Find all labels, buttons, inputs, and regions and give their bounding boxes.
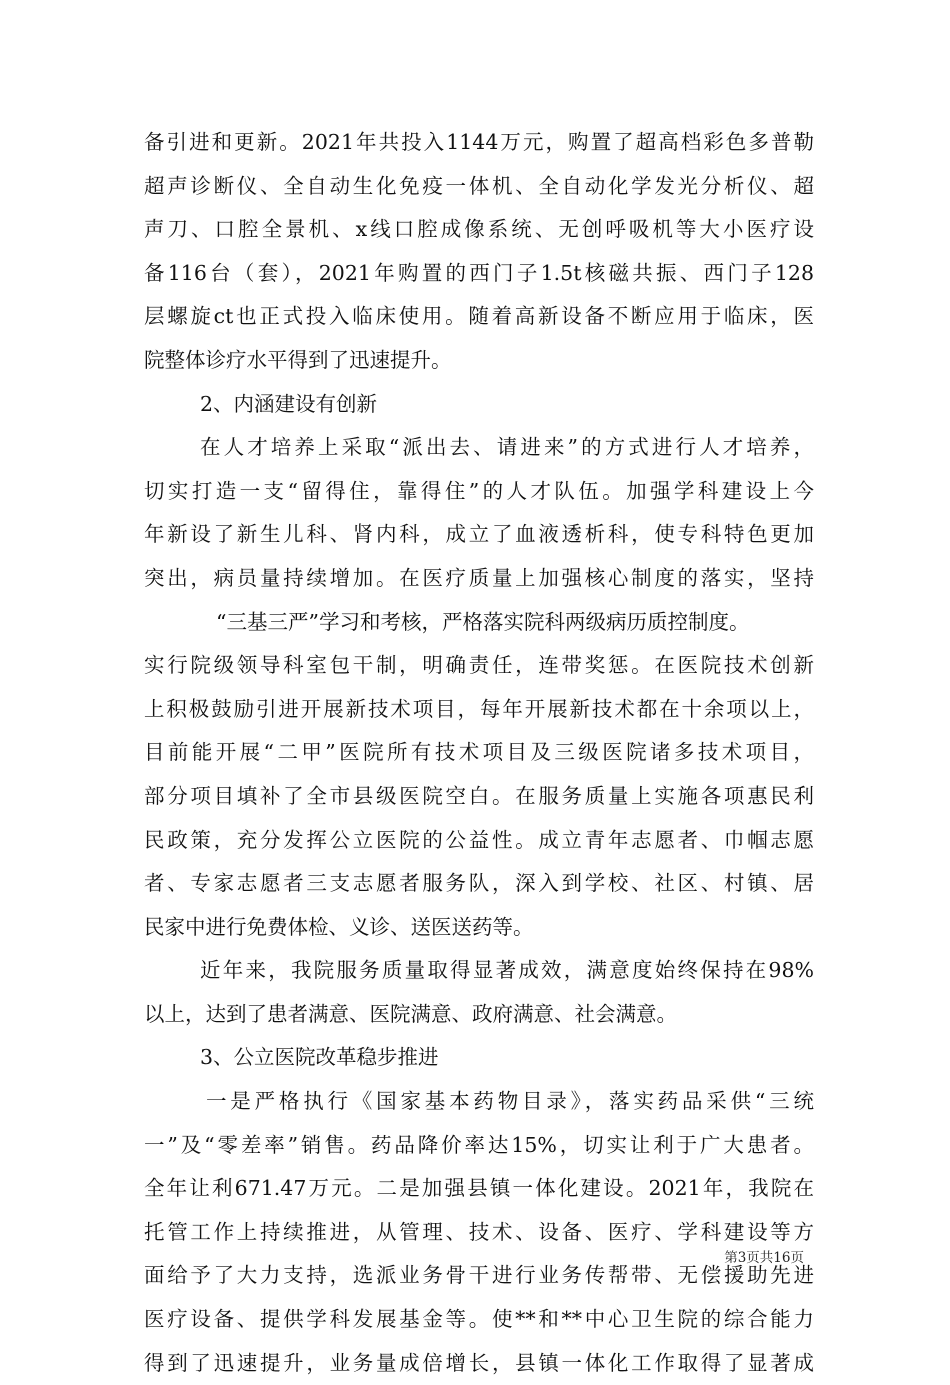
text-line: 年新设了新生儿科、肾内科，成立了血液透析科，使专科特色更加 [144, 522, 814, 547]
text-line: 托管工作上持续推进，从管理、技术、设备、医疗、学科建设等方 [144, 1219, 814, 1244]
text-line: 医疗设备、提供学科发展基金等。使**和**中心卫生院的综合能力 [144, 1307, 814, 1332]
text-line: 得到了迅速提升，业务量成倍增长，县镇一体化工作取得了显著成 [144, 1350, 814, 1375]
text-line: 近年来，我院服务质量取得显著成效，满意度始终保持在98% [200, 958, 814, 983]
text-line: 一是严格执行《国家基本药物目录》，落实药品采供“三统 [206, 1089, 814, 1114]
text-line: 目前能开展“二甲”医院所有技术项目及三级医院诸多技术项目， [144, 740, 814, 765]
text-line: 备116台（套），2021年购置的西门子1.5t核磁共振、西门子128 [144, 260, 814, 285]
text-line: 全年让利671.47万元。二是加强县镇一体化建设。2021年，我院在 [144, 1176, 814, 1201]
text-line: 上积极鼓励引进开展新技术项目，每年开展新技术都在十余项以上， [144, 696, 814, 721]
text-line: 声刀、口腔全景机、x线口腔成像系统、无创呼吸机等大小医疗设 [144, 217, 814, 242]
text-line: “三基三严”学习和考核，严格落实院科两级病历质控制度。 [216, 609, 750, 634]
text-line: 民政策，充分发挥公立医院的公益性。成立青年志愿者、巾帼志愿 [144, 827, 814, 852]
text-line: 以上，达到了患者满意、医院满意、政府满意、社会满意。 [144, 1001, 677, 1026]
text-line: 在人才培养上采取“派出去、请进来”的方式进行人才培养， [200, 435, 814, 460]
section-heading: 2、内涵建设有创新 [200, 391, 378, 416]
text-line: 部分项目填补了全市县级医院空白。在服务质量上实施各项惠民利 [144, 783, 814, 808]
document-body [144, 121, 814, 1385]
text-line: 层螺旋ct也正式投入临床使用。随着高新设备不断应用于临床，医 [144, 304, 814, 329]
text-line: 备引进和更新。2021年共投入1144万元，购置了超高档彩色多普勒 [144, 130, 814, 154]
text-line: 超声诊断仪、全自动生化免疫一体机、全自动化学发光分析仪、超 [144, 173, 814, 198]
text-line: 切实打造一支“留得住，靠得住”的人才队伍。加强学科建设上今 [144, 478, 814, 503]
text-line: 民家中进行免费体检、义诊、送医送药等。 [144, 914, 534, 939]
text-line: 院整体诊疗水平得到了迅速提升。 [144, 347, 452, 372]
text-line: 面给予了大力支持，选派业务骨干进行业务传帮带、无偿援助先进 [144, 1263, 814, 1288]
text-line: 一”及“零差率”销售。药品降价率达15%，切实让利于广大患者。 [144, 1132, 814, 1157]
text-line: 者、专家志愿者三支志愿者服务队，深入到学校、社区、村镇、居 [144, 871, 814, 896]
text-line: 实行院级领导科室包干制，明确责任，连带奖惩。在医院技术创新 [144, 653, 814, 678]
section-heading: 3、公立医院改革稳步推进 [200, 1045, 439, 1070]
text-line: 突出，病员量持续增加。在医疗质量上加强核心制度的落实，坚持 [144, 565, 814, 590]
page-number: 第3页共16页 [724, 1250, 804, 1266]
